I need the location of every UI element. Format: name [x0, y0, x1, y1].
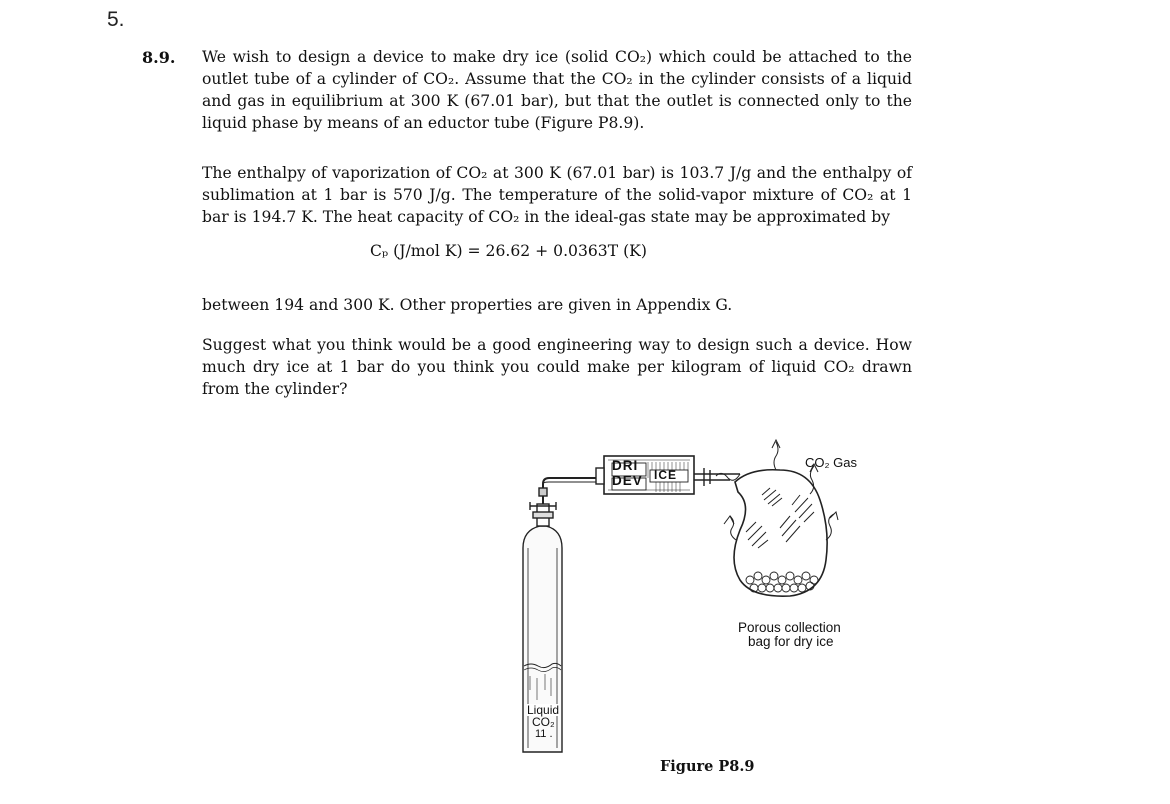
problem-paragraph-4: Suggest what you think would be a good engineering way to design such a device. How much dry ice at 1 bar do you think you could make per kilogram of liquid CO₂ drawn from the cylinder?: [202, 336, 912, 398]
cylinder-valve: [530, 478, 596, 526]
problem-paragraph-1: We wish to design a device to make dry ice (solid CO₂) which could be attached to the outlet tube of a cylinder of CO₂. Assume that the CO₂ in the cylinder consists of a liquid and gas in equilibrium at 300 K (67.01 bar), but that the outlet is connected only to the liquid phase by means of an eductor tube (Figure P8.9).: [202, 48, 912, 132]
device-label-top: DRI: [612, 458, 639, 473]
problem-paragraph-2: The enthalpy of vaporization of CO₂ at 300 K (67.01 bar) is 103.7 J/g and the enthalpy of sublimation at 1 bar is 570 J/g. The temperature of the solid-vapor mixture of CO₂ at 1 bar is 194.7 K. The heat capacity of CO₂ in the ideal-gas state may be approximated by: [202, 164, 912, 226]
bag-label-line-2: bag for dry ice: [748, 634, 834, 649]
bag-label-line-1: Porous collection: [738, 620, 841, 635]
figure-caption: Figure P8.9: [660, 758, 755, 775]
heat-capacity-equation: Cₚ (J/mol K) = 26.62 + 0.0363T (K): [370, 242, 647, 260]
question-number: 5.: [107, 8, 125, 31]
cylinder-label-line-3: 11 .: [535, 728, 553, 740]
outlet-nozzle: [694, 468, 740, 486]
cylinder-label-line-2: CO₂: [532, 715, 555, 729]
device-label-right: ICE: [654, 468, 678, 482]
device-label-bottom: DEV: [612, 473, 643, 488]
cylinder-label-line-1: Liquid: [527, 703, 560, 717]
problem-number: 8.9.: [142, 48, 176, 67]
problem-paragraph-3: between 194 and 300 K. Other properties are given in Appendix G.: [202, 296, 733, 314]
co2-gas-label: CO₂ Gas: [805, 455, 857, 470]
dry-ice-device-box: [596, 456, 694, 494]
